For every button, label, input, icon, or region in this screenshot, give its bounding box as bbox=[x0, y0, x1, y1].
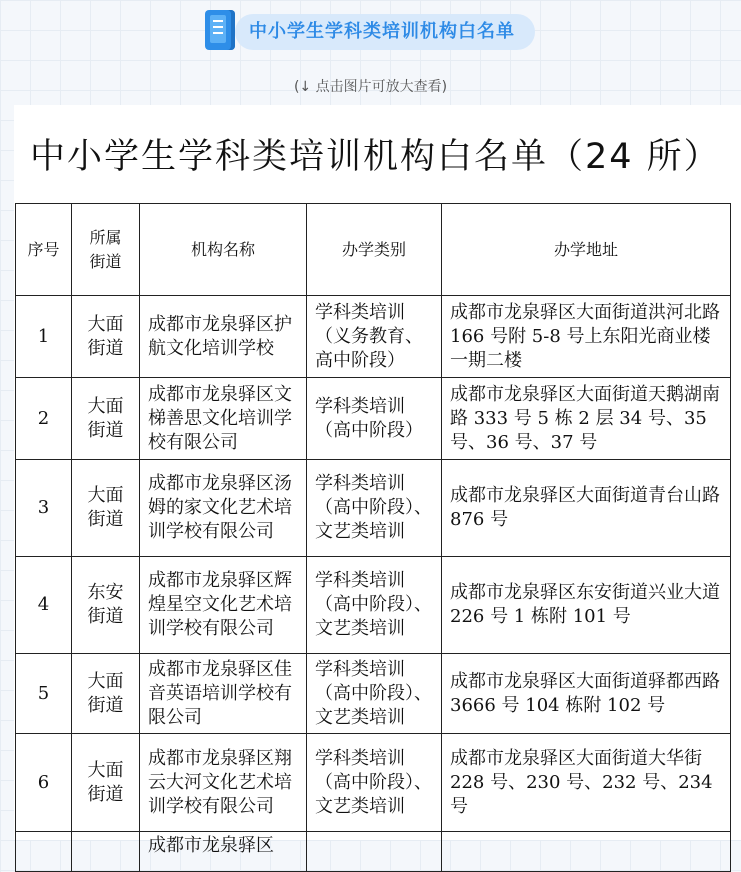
table-row bbox=[16, 557, 731, 654]
document-title: 中小学生学科类培训机构白名单（24 所） bbox=[30, 137, 721, 177]
cell-street: 东安街道 bbox=[72, 557, 140, 654]
cell-address: 成都市龙泉驿区大面街道青台山路 876 号 bbox=[442, 460, 731, 557]
cell-category bbox=[307, 832, 442, 872]
cell-street: 大面街道 bbox=[72, 460, 140, 557]
table-row bbox=[16, 296, 731, 378]
cell-no: 3 bbox=[16, 460, 72, 557]
cell-category: 学科类培训（高中阶段）、文艺类培训 bbox=[307, 734, 442, 832]
cell-street: 大面街道 bbox=[72, 654, 140, 734]
cell-name: 成都市龙泉驿区护航文化培训学校 bbox=[140, 296, 307, 378]
table-row bbox=[16, 654, 731, 734]
table-row bbox=[16, 832, 731, 872]
header-street: 所属街道 bbox=[72, 204, 140, 296]
cell-name: 成都市龙泉驿区汤姆的家文化艺术培训学校有限公司 bbox=[140, 460, 307, 557]
cell-no: 5 bbox=[16, 654, 72, 734]
cell-address: 成都市龙泉驿区大面街道洪河北路 166 号附 5-8 号上东阳光商业楼一期二楼 bbox=[442, 296, 731, 378]
header-address: 办学地址 bbox=[442, 204, 731, 296]
banner-title: 中小学生学科类培训机构白名单 bbox=[249, 21, 515, 42]
zoom-hint: (↓ 点击图片可放大查看) bbox=[293, 79, 448, 95]
whitelist-document-image[interactable] bbox=[14, 105, 741, 856]
header-name: 机构名称 bbox=[140, 204, 307, 296]
cell-address: 成都市龙泉驿区东安街道兴业大道 226 号 1 栋附 101 号 bbox=[442, 557, 731, 654]
cell-category: 学科类培训（高中阶段） bbox=[307, 378, 442, 460]
cell-name: 成都市龙泉驿区佳音英语培训学校有限公司 bbox=[140, 654, 307, 734]
table-row bbox=[16, 734, 731, 832]
table-row bbox=[16, 460, 731, 557]
cell-street bbox=[72, 832, 140, 872]
cell-no: 1 bbox=[16, 296, 72, 378]
cell-name: 成都市龙泉驿区文梯善思文化培训学校有限公司 bbox=[140, 378, 307, 460]
whitelist-table bbox=[15, 203, 731, 872]
cell-address bbox=[442, 832, 731, 872]
header-banner bbox=[205, 6, 535, 54]
cell-name: 成都市龙泉驿区 bbox=[140, 832, 307, 872]
cell-no: 4 bbox=[16, 557, 72, 654]
table-row bbox=[16, 378, 731, 460]
cell-address: 成都市龙泉驿区大面街道天鹅湖南路 333 号 5 栋 2 层 34 号、35 号、36 号、37 号 bbox=[442, 378, 731, 460]
cell-no bbox=[16, 832, 72, 872]
cell-street: 大面街道 bbox=[72, 734, 140, 832]
header-category: 办学类别 bbox=[307, 204, 442, 296]
cell-category: 学科类培训（高中阶段）、文艺类培训 bbox=[307, 460, 442, 557]
cell-name: 成都市龙泉驿区辉煌星空文化艺术培训学校有限公司 bbox=[140, 557, 307, 654]
cell-no: 6 bbox=[16, 734, 72, 832]
cell-category: 学科类培训（高中阶段）、文艺类培训 bbox=[307, 557, 442, 654]
cell-street: 大面街道 bbox=[72, 378, 140, 460]
cell-category: 学科类培训（高中阶段）、文艺类培训 bbox=[307, 654, 442, 734]
cell-category: 学科类培训（义务教育、高中阶段） bbox=[307, 296, 442, 378]
notebook-icon bbox=[205, 10, 235, 50]
cell-no: 2 bbox=[16, 378, 72, 460]
table-header-row bbox=[16, 204, 731, 296]
header-no: 序号 bbox=[16, 204, 72, 296]
cell-address: 成都市龙泉驿区大面街道大华街 228 号、230 号、232 号、234 号 bbox=[442, 734, 731, 832]
cell-name: 成都市龙泉驿区翔云大河文化艺术培训学校有限公司 bbox=[140, 734, 307, 832]
cell-street: 大面街道 bbox=[72, 296, 140, 378]
cell-address: 成都市龙泉驿区大面街道驿都西路 3666 号 104 栋附 102 号 bbox=[442, 654, 731, 734]
